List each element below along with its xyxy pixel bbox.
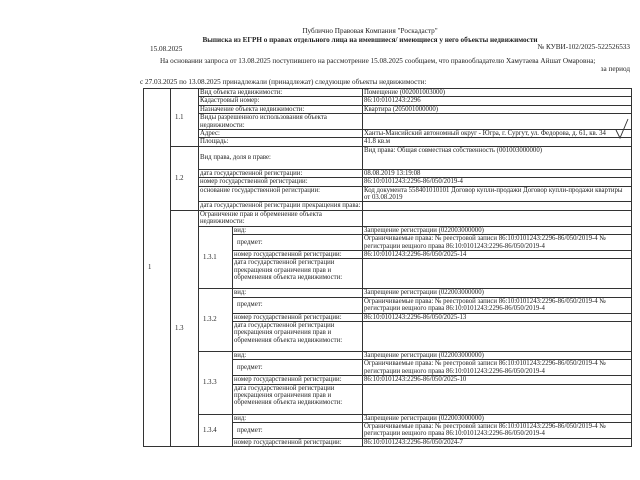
field-label: дата государственной регистрации прекращения ограничения прав и обременения объекта недвижимости:	[233, 259, 363, 289]
table-row	[144, 289, 632, 297]
table-row	[144, 97, 632, 105]
field-value: Ханты-Мансийский автономный округ - Югра, г. Сургут, ул. Федорова, д. 61, кв. 34	[363, 130, 632, 138]
field-value	[363, 259, 632, 289]
table-row	[144, 105, 632, 113]
field-value	[363, 384, 632, 414]
field-label: Кадастровый номер:	[199, 97, 363, 105]
subsection-number: 1.3.4	[199, 414, 233, 447]
field-value: 41.8 кв.м	[363, 138, 632, 146]
table-row	[144, 114, 632, 130]
field-value: Запрещение регистрации (022003000000)	[363, 414, 632, 422]
table-row	[144, 210, 632, 226]
field-label: Адрес:	[199, 130, 363, 138]
field-value: 86:10:0101243:2296-86/050/2025-10	[363, 376, 632, 384]
field-value: Ограничиваемые права: № реестровой записи 86:10:0101243:2296-86/050/2019-4 № регистрации вещного права 86:10:0101243:2296-86/050/2019-4	[363, 297, 632, 313]
intro-text-2: с 27.03.2025 по 13.08.2025 принадлежали (принадлежат) следующие объекты недвижимости:	[140, 78, 427, 86]
section-number: 1.2	[171, 146, 199, 210]
field-label: вид:	[233, 226, 363, 234]
table-row	[144, 130, 632, 138]
table-row	[144, 186, 632, 202]
table-row	[144, 414, 632, 422]
field-value	[363, 321, 632, 351]
field-label: номер государственной регистрации:	[233, 438, 363, 446]
field-value: Ограничиваемые права: № реестровой записи 86:10:0101243:2296-86/050/2019-4 № регистрации вещного права 86:10:0101243:2296-86/050/2019-4	[363, 360, 632, 376]
document-title: Выписка из ЕГРН о правах отдельного лица на имевшиеся/ имеющиеся у него объекты недвижимости	[202, 36, 538, 44]
field-value: Ограничиваемые права: № реестровой записи 86:10:0101243:2296-86/050/2019-4 № регистрации вещного права 86:10:0101243:2296-86/050/2019-4	[363, 235, 632, 251]
field-value: Код документа 558401010101 Договор купли-продажи Договор купли-продажи квартиры от 03.08.2019	[363, 186, 632, 202]
field-label: номер государственной регистрации:	[233, 376, 363, 384]
field-value: Запрещение регистрации (022003000000)	[363, 289, 632, 297]
field-label: предмет:	[233, 422, 363, 438]
section-number: 1.1	[171, 89, 199, 147]
field-value: 86:10:0101243:2296	[363, 97, 632, 105]
organization-name: Публично Правовая Компания "Роскадастр"	[302, 27, 438, 35]
document-number: № КУВИ-102/2025-522526533	[537, 43, 630, 51]
table-row	[144, 169, 632, 177]
field-label: Виды разрешенного использования объекта недвижимости:	[199, 114, 363, 130]
field-value: 86:10:0101243:2296-86/050/2019-4	[363, 178, 632, 186]
item-number: 1	[144, 89, 171, 447]
subsection-number: 1.3.2	[199, 289, 233, 352]
field-value: 86:10:0101243:2296-86/050/2025-14	[363, 250, 632, 258]
field-label: Вид объекта недвижимости:	[199, 89, 363, 97]
field-label: дата государственной регистрации прекращения ограничения прав и обременения объекта недвижимости:	[233, 384, 363, 414]
field-label: Назначение объекта недвижимости:	[199, 105, 363, 113]
field-value	[363, 202, 632, 210]
field-label: предмет:	[233, 297, 363, 313]
field-label: дата государственной регистрации прекращения ограничения прав и обременения объекта недвижимости:	[233, 321, 363, 351]
field-value: Ограничиваемые права: № реестровой записи 86:10:0101243:2296-86/050/2019-4 № регистрации вещного права 86:10:0101243:2296-86/050/2019-4	[363, 422, 632, 438]
field-label: предмет:	[233, 235, 363, 251]
handwritten-check-icon	[615, 118, 629, 140]
subsection-number: 1.3.3	[199, 351, 233, 414]
table-row	[144, 89, 632, 97]
subsection-number: 1.3.1	[199, 226, 233, 289]
field-value: Помещение (002001003000)	[363, 89, 632, 97]
field-label: дата государственной регистрации прекращения права:	[199, 202, 363, 210]
field-value: Запрещение регистрации (022003000000)	[363, 351, 632, 359]
field-label: предмет:	[233, 360, 363, 376]
field-value: 86:10:0101243:2296-86/050/2024-7	[363, 438, 632, 446]
section-number: 1.3	[171, 210, 199, 446]
field-label: дата государственной регистрации:	[199, 169, 363, 177]
field-label: Вид права, доля в праве:	[199, 146, 363, 169]
field-label: Ограничение прав и обременение объекта недвижимости:	[199, 210, 363, 226]
intro-text: На основании запроса от 13.08.2025 поступившего на рассмотрение 15.08.2025 сообщаем, что правообладателю Хамутаева Айшат Омаровна;	[160, 57, 596, 65]
field-value	[363, 210, 632, 226]
table-row	[144, 351, 632, 359]
field-label: вид:	[233, 289, 363, 297]
table-row	[144, 178, 632, 186]
table-row	[144, 226, 632, 234]
field-label: вид:	[233, 351, 363, 359]
table-row	[144, 138, 632, 146]
field-label: номер государственной регистрации:	[233, 250, 363, 258]
field-label: номер государственной регистрации:	[199, 178, 363, 186]
field-value	[363, 114, 632, 130]
table-row	[144, 146, 632, 169]
field-value: 86:10:0101243:2296-86/050/2025-13	[363, 313, 632, 321]
field-value: Запрещение регистрации (022003000000)	[363, 226, 632, 234]
field-value: Вид права: Общая совместная собственность (001003000000)	[363, 146, 632, 169]
field-value: Квартира (205001000000)	[363, 105, 632, 113]
period-text: за период	[600, 65, 630, 73]
table-row	[144, 202, 632, 210]
property-table	[143, 88, 632, 447]
field-label: вид:	[233, 414, 363, 422]
field-label: номер государственной регистрации:	[233, 313, 363, 321]
field-label: основание государственной регистрации:	[199, 186, 363, 202]
field-value: 08.08.2019 13:19:08	[363, 169, 632, 177]
document-date: 15.08.2025	[150, 45, 183, 53]
field-label: Площадь:	[199, 138, 363, 146]
